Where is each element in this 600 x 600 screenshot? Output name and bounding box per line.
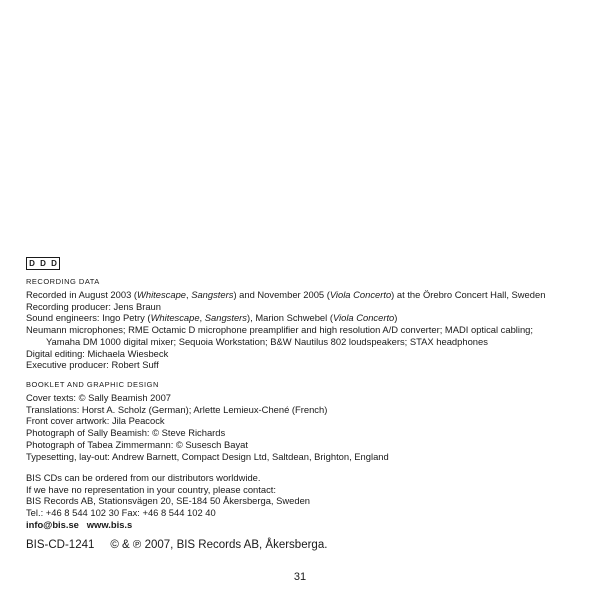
ddd-letter: D [37, 258, 48, 269]
credit-line: Photograph of Tabea Zimmermann: © Susesch Bayat [26, 438, 248, 450]
credit-line: Cover texts: © Sally Beamish 2007 [26, 392, 171, 403]
ddd-letter: D [48, 258, 59, 269]
distribution-section [26, 472, 586, 531]
text-run: Recorded in August 2003 ( [26, 289, 138, 300]
contact-line [26, 519, 586, 531]
recording-data-heading: RECORDING DATA [26, 277, 100, 286]
work-title: Viola Concerto [329, 289, 392, 300]
copyright-notice: © & ℗ 2007, BIS Records AB, Åkersberga. [110, 539, 328, 551]
work-title: Whitescape [150, 312, 200, 324]
executive-producer-line: Executive producer: Robert Suff [26, 359, 159, 371]
equipment-line: Neumann microphones; RME Octamic D microphone preamplifier and high resolution A/D converter; MADI optical cabling; [26, 324, 533, 336]
text-run: ) at the Örebro Concert Hall, Sweden [391, 289, 546, 300]
credit-line: Photograph of Sally Beamish: © Steve Richards [26, 427, 226, 439]
work-title: Sangsters [191, 289, 234, 300]
page-number: 31 [293, 571, 307, 583]
recording-dates-line [26, 289, 586, 301]
booklet-design-section [26, 380, 586, 462]
ddd-badge [26, 257, 60, 270]
catalog-number: BIS-CD-1241 [26, 539, 95, 551]
work-title: Whitescape [137, 289, 186, 300]
credit-line: Front cover artwork: Jila Peacock [26, 415, 165, 427]
distribution-line: BIS CDs can be ordered from our distributors worldwide. [26, 472, 261, 483]
sound-engineers-line [26, 312, 586, 324]
text-run: ) and November 2005 ( [233, 289, 330, 300]
catalog-copyright-line [26, 538, 327, 552]
booklet-design-heading: BOOKLET AND GRAPHIC DESIGN [26, 380, 159, 389]
email-link[interactable]: info@bis.se [26, 518, 79, 530]
work-title: Sangsters [204, 312, 247, 324]
recording-producer-line: Recording producer: Jens Braun [26, 300, 161, 312]
address-line: BIS Records AB, Stationsvägen 20, SE-184 50 Åkersberga, Sweden [26, 495, 311, 507]
text-run: , [199, 312, 205, 324]
ddd-letter: D [29, 259, 35, 268]
text-run: ) [394, 312, 398, 324]
credit-line: Typesetting, lay-out: Andrew Barnett, Compact Design Ltd, Saltdean, Brighton, England [26, 450, 389, 462]
phone-fax-line: Tel.: +46 8 544 102 30 Fax: +46 8 544 102 40 [26, 507, 216, 519]
distribution-line: If we have no representation in your country, please contact: [26, 483, 276, 495]
digital-editing-line: Digital editing: Michaela Wiesbeck [26, 347, 169, 359]
website-link[interactable]: www.bis.s [86, 518, 133, 530]
equipment-line-continued: Yamaha DM 1000 digital mixer; Sequoia Workstation; B&W Nautilus 802 loudspeakers; STAX headphones [46, 335, 488, 347]
text-run: ), Marion Schwebel ( [246, 312, 333, 324]
credit-line: Translations: Horst A. Scholz (German); Arlette Lemieux-Chené (French) [26, 403, 328, 415]
text-run: Sound engineers: Ingo Petry ( [26, 312, 151, 324]
text-run: , [186, 289, 192, 300]
recording-data-section [26, 277, 586, 371]
work-title: Viola Concerto [332, 312, 395, 324]
